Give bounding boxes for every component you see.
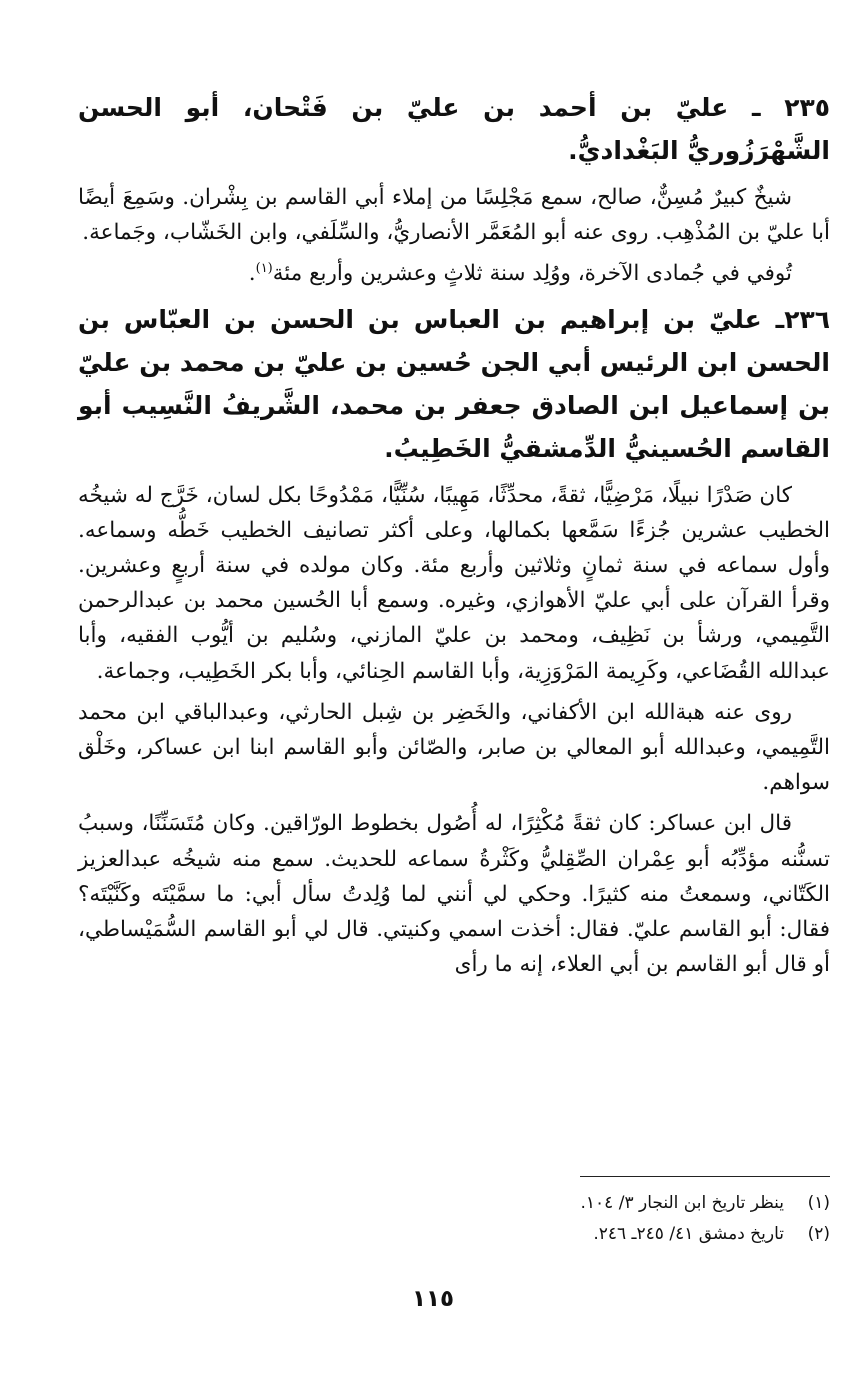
footnote-reference: (١) [255,261,273,277]
footnote-text: تاريخ دمشق ٤١/ ٢٤٥ـ ٢٤٦. [593,1224,784,1244]
main-text [78,86,830,988]
entry-paragraph: روى عنه هبةالله ابن الأكفاني، والخَضِر بن شِبل الحارثي، وعبدالباقي ابن محمد التَّمِيمي، وعبدالله أبو المعالي بن صابر، والصّائن وأبو القاسم ابنا ابن عساكر، وخَلْق سواهم. [78,699,830,796]
footnotes [78,1188,830,1250]
footnote-2 [78,1219,830,1250]
entry-paragraph: قال ابن عساكر: كان ثقةً مُكْثِرًا، له أُصُول بخطوط الورّاقين. وكان مُتَسَنِّنًا، وسببُ تسنُّنه مؤدِّبُه أبو عِمْران الصِّقِليُّ وكَثْرةُ سماعه للحديث. سمع منه شيخُه عبدالعزيز الكَتّاني، وسمعتُ منه كثيرًا. وحكي لي أنني لما وُلِدتُ سأل أبي: ما سمَّيْتَه وكَنَّيْتَه؟ فقال: أبو القاسم عليّ. فقال: أخذت اسمي وكنيتي. قال لي أبو القاسم السُّمَيْساطي، أو قال أبو القاسم بن أبي العلاء، إنه ما رأى [78,811,830,978]
footnote-marker: (١) [807,1193,830,1213]
entry-paragraph: تُوفي في جُمادى الآخرة، ووُلِد سنة ثلاثٍ وعشرين وأربع مئة$^{(١)}$. [248,261,792,287]
entry-paragraph: كان صَدْرًا نبيلًا، مَرْضِيًّا، ثقةً، محدِّثًا، مَهِيبًا، سُنِّيًّا، مَمْدُوحًا بكل لسان، خَرَّج له شيخُه الخطيب عشرين جُزءًا سَمَّعها بكمالها، وعلى أكثر تصانيف الخطيب خَطُّه وسماعه. وأول سماعه في سنة ثمانٍ وثلاثين وأربع مئة. وكان مولده في سنة أربعٍ وعشرين. وقرأ القرآن على أبي عليّ الأهوازي، وغيره. وسمع أبا الحُسين محمد بن عبدالرحمن التَّمِيمي، ورشأ بن نَظِيف، ومحمد بن عليّ المازني، وسُليم بن أيُّوب الفقيه، وأبا عبدالله القُضَاعي، وكَرِيمة المَرْوَزِية، وأبا القاسم الحِنائي، وأبا بكر الخَطِيب، وجماعة. [78,482,830,684]
footnote-separator [580,1176,830,1177]
footnote-marker: (٢) [807,1224,830,1244]
entry-paragraph: شيخٌ كبيرٌ مُسِنٌّ، صالح، سمع مَجْلِسًا من إملاء أبي القاسم بن بِشْران. وسَمِعَ أيضًا أبا عليّ بن المُذْهِب. روى عنه أبو المُعَمَّر الأنصاريُّ، والسِّلَفي، وابن الخَشّاب، وجَماعة. [78,185,830,246]
footnote-text: ينظر تاريخ ابن النجار ٣/ ١٠٤. [580,1193,784,1213]
footnote-1 [78,1188,830,1219]
entry-heading-236 [78,298,830,470]
entry-heading-235 [78,86,830,172]
page-number: ١١٥ [411,1286,455,1312]
entry-heading-text: ٢٣٦ـ عليّ بن إبراهيم بن العباس بن الحسن بن العبّاس بن الحسن ابن الرئيس أبي الجن حُسين بن عليّ بن محمد بن عليّ بن إسماعيل ابن الصادق جعفر بن محمد، الشَّريفُ النَّسِيب أبو القاسم الحُسينيُّ الدِّمشقيُّ الخَطِيبُ. [78,304,830,463]
entry-heading-text: ٢٣٥ ـ عليّ بن أحمد بن عليّ بن فَتْحان، أبو الحسن الشَّهْرَزُوريُّ البَغْداديُّ. [78,93,830,165]
